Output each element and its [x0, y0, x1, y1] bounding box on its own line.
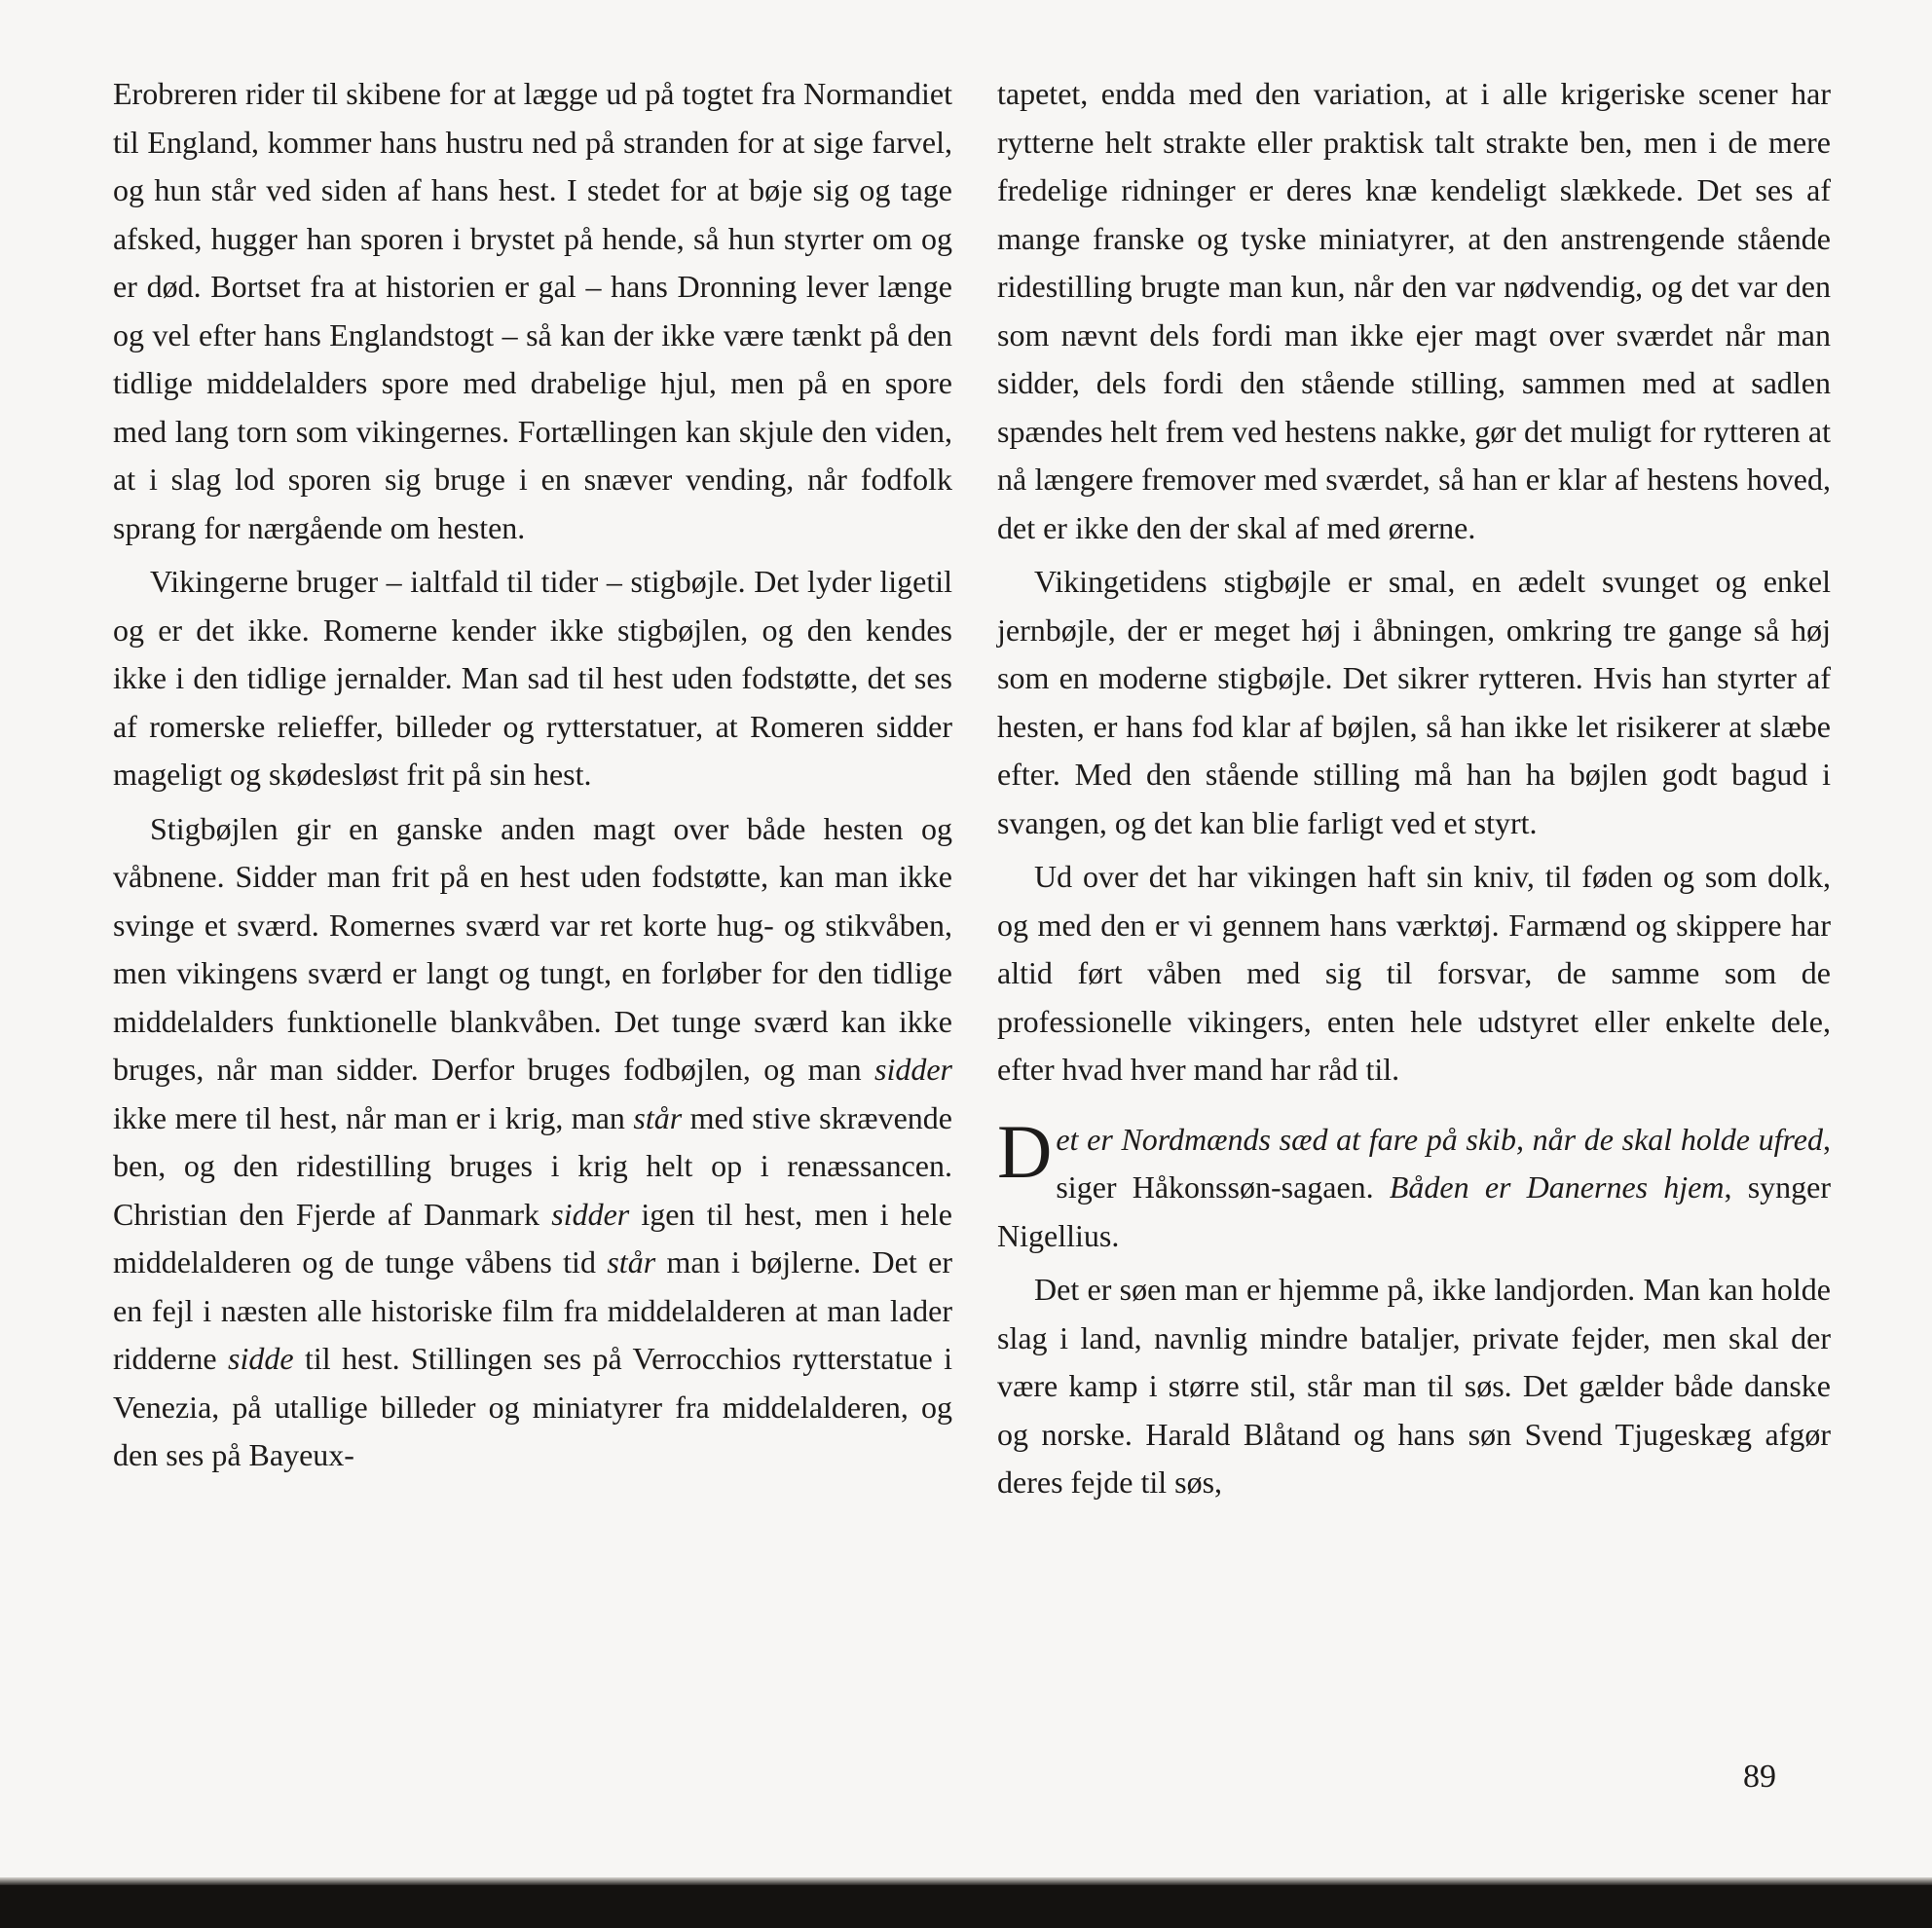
- nigellius-quote: Båden er Danernes hjem: [1389, 1169, 1725, 1205]
- paragraph: Det er søen man er hjemme på, ikke landjorden. Man kan holde slag i land, navnlig mindre bataljer, private fejder, men skal der være kamp i større stil, står man til søs. Det gælder både danske og norske. Harald Blåtand og hans søn Svend Tjugeskæg afgør deres fejde til søs,: [997, 1272, 1831, 1500]
- paragraph: Vikingetidens stigbøjle er smal, en ædelt svunget og enkel jernbøjle, der er meget høj i åbningen, omkring tre gange så høj som en moderne stigbøjle. Det sikrer rytteren. Hvis han styrter af hesten, er hans fod klar af bøjlen, så han ikke let risikerer at slæbe efter. Med den stående stilling må han ha bøjlen godt bagud i svangen, og det kan blie farligt ved et styrt.: [997, 564, 1831, 840]
- italic-word: sidde: [228, 1341, 294, 1376]
- paragraph: Vikingerne bruger – ialtfald til tider – stigbøjle. Det lyder ligetil og er det ikke. Romerne kender ikke stigbøjlen, og den kendes ikke i den tidlige jernalder. Man sad til hest uden fodstøtte, det ses af romerske relieffer, billeder og rytterstatuer, at Romeren sidder mageligt og skødesløst frit på sin hest.: [113, 564, 952, 792]
- saga-quote: et er Nordmænds sæd at fare på skib, når de skal holde ufred: [1056, 1121, 1823, 1157]
- italic-word: står: [633, 1099, 683, 1135]
- left-text-column: [113, 70, 952, 1486]
- page-number: 89: [1743, 1759, 1776, 1795]
- paragraph: Stigbøjlen gir en ganske anden magt over både hesten og våbnene. Sidder man frit på en hest uden fodstøtte, kan man ikke svinge et sværd. Romernes sværd var ret korte hug- og stikvåben, men vikingens sværd er langt og tungt, en forløber for den tidlige middelalders funktionelle blankvåben. Det tunge sværd kan ikke bruges, når man sidder. Derfor bruges fodbøjlen, og man sidder ikke mere til hest, når man er i krig, man står med stive skrævende ben, og den ridestilling bruges i krig helt op i renæssancen. Christian den Fjerde af Danmark sidder igen til hest, men i hele middelalderen og de tunge våbens tid står man i bøjlerne. Det er en fejl i næsten alle historiske film fra middelalderen at man lader ridderne sidde til hest. Stillingen ses på Verrocchios rytterstatue i Venezia, på utallige billeder og miniatyrer fra middelalderen, og den ses på Bayeux-: [113, 810, 953, 1472]
- paragraph: tapetet, endda med den variation, at i alle krigeriske scener har rytterne helt strakte eller praktisk talt strakte ben, men i de mere fredelige ridninger er deres knæ kendeligt slækkede. Det ses af mange franske og tyske miniatyrer, at den anstrengende stående ridestilling brugte man kun, når den var nødvendig, og det var den som nævnt dels fordi man ikke ejer magt over sværdet når man sidder, dels fordi den stående stilling, sammen med at sadlen spændes helt frem ved hestens nakke, gør det muligt for rytteren at nå længere fremover med sværdet, så han er klar af hestens hoved, det er ikke den der skal af med ørerne.: [997, 76, 1831, 545]
- section-opening-paragraph: Det er Nordmænds sæd at fare på skib, når de skal holde ufred, siger Håkonssøn-sagaen. Båden er Danernes hjem, synger Nigellius.: [997, 1108, 1832, 1253]
- drop-cap: D: [997, 1108, 1053, 1194]
- page-edge-shadow: [0, 1877, 1932, 1885]
- italic-word: sidder: [874, 1052, 952, 1087]
- right-text-column: [997, 70, 1831, 1513]
- paragraph: Erobreren rider til skibene for at lægge ud på togtet fra Normandiet til England, kommer hans hustru ned på stranden for at sige farvel, og hun står ved siden af hans hest. I stedet for at bøje sig og tage afsked, hugger han sporen i brystet på hende, så hun styrter om og er død. Bortset fra at historien er gal – hans Dronning lever længe og vel efter hans Englandstogt – så kan der ikke være tænkt på den tidlige middelalders spore med drabelige hjul, men på en spore med lang torn som vikingernes. Fortællingen kan skjule den viden, at i slag lod sporen sig bruge i en snæver vending, når fodfolk sprang for nærgående om hesten.: [113, 76, 952, 545]
- italic-word: står: [607, 1244, 656, 1279]
- paragraph: Ud over det har vikingen haft sin kniv, til føden og som dolk, og med den er vi gennem hans værktøj. Farmænd og skippere har altid ført våben med sig til forsvar, de samme som de professionelle vikingers, enten hele udstyret eller enkelte dele, efter hvad hver mand har råd til.: [997, 859, 1831, 1087]
- scan-bottom-border: [0, 1885, 1932, 1928]
- italic-word: sidder: [551, 1196, 630, 1232]
